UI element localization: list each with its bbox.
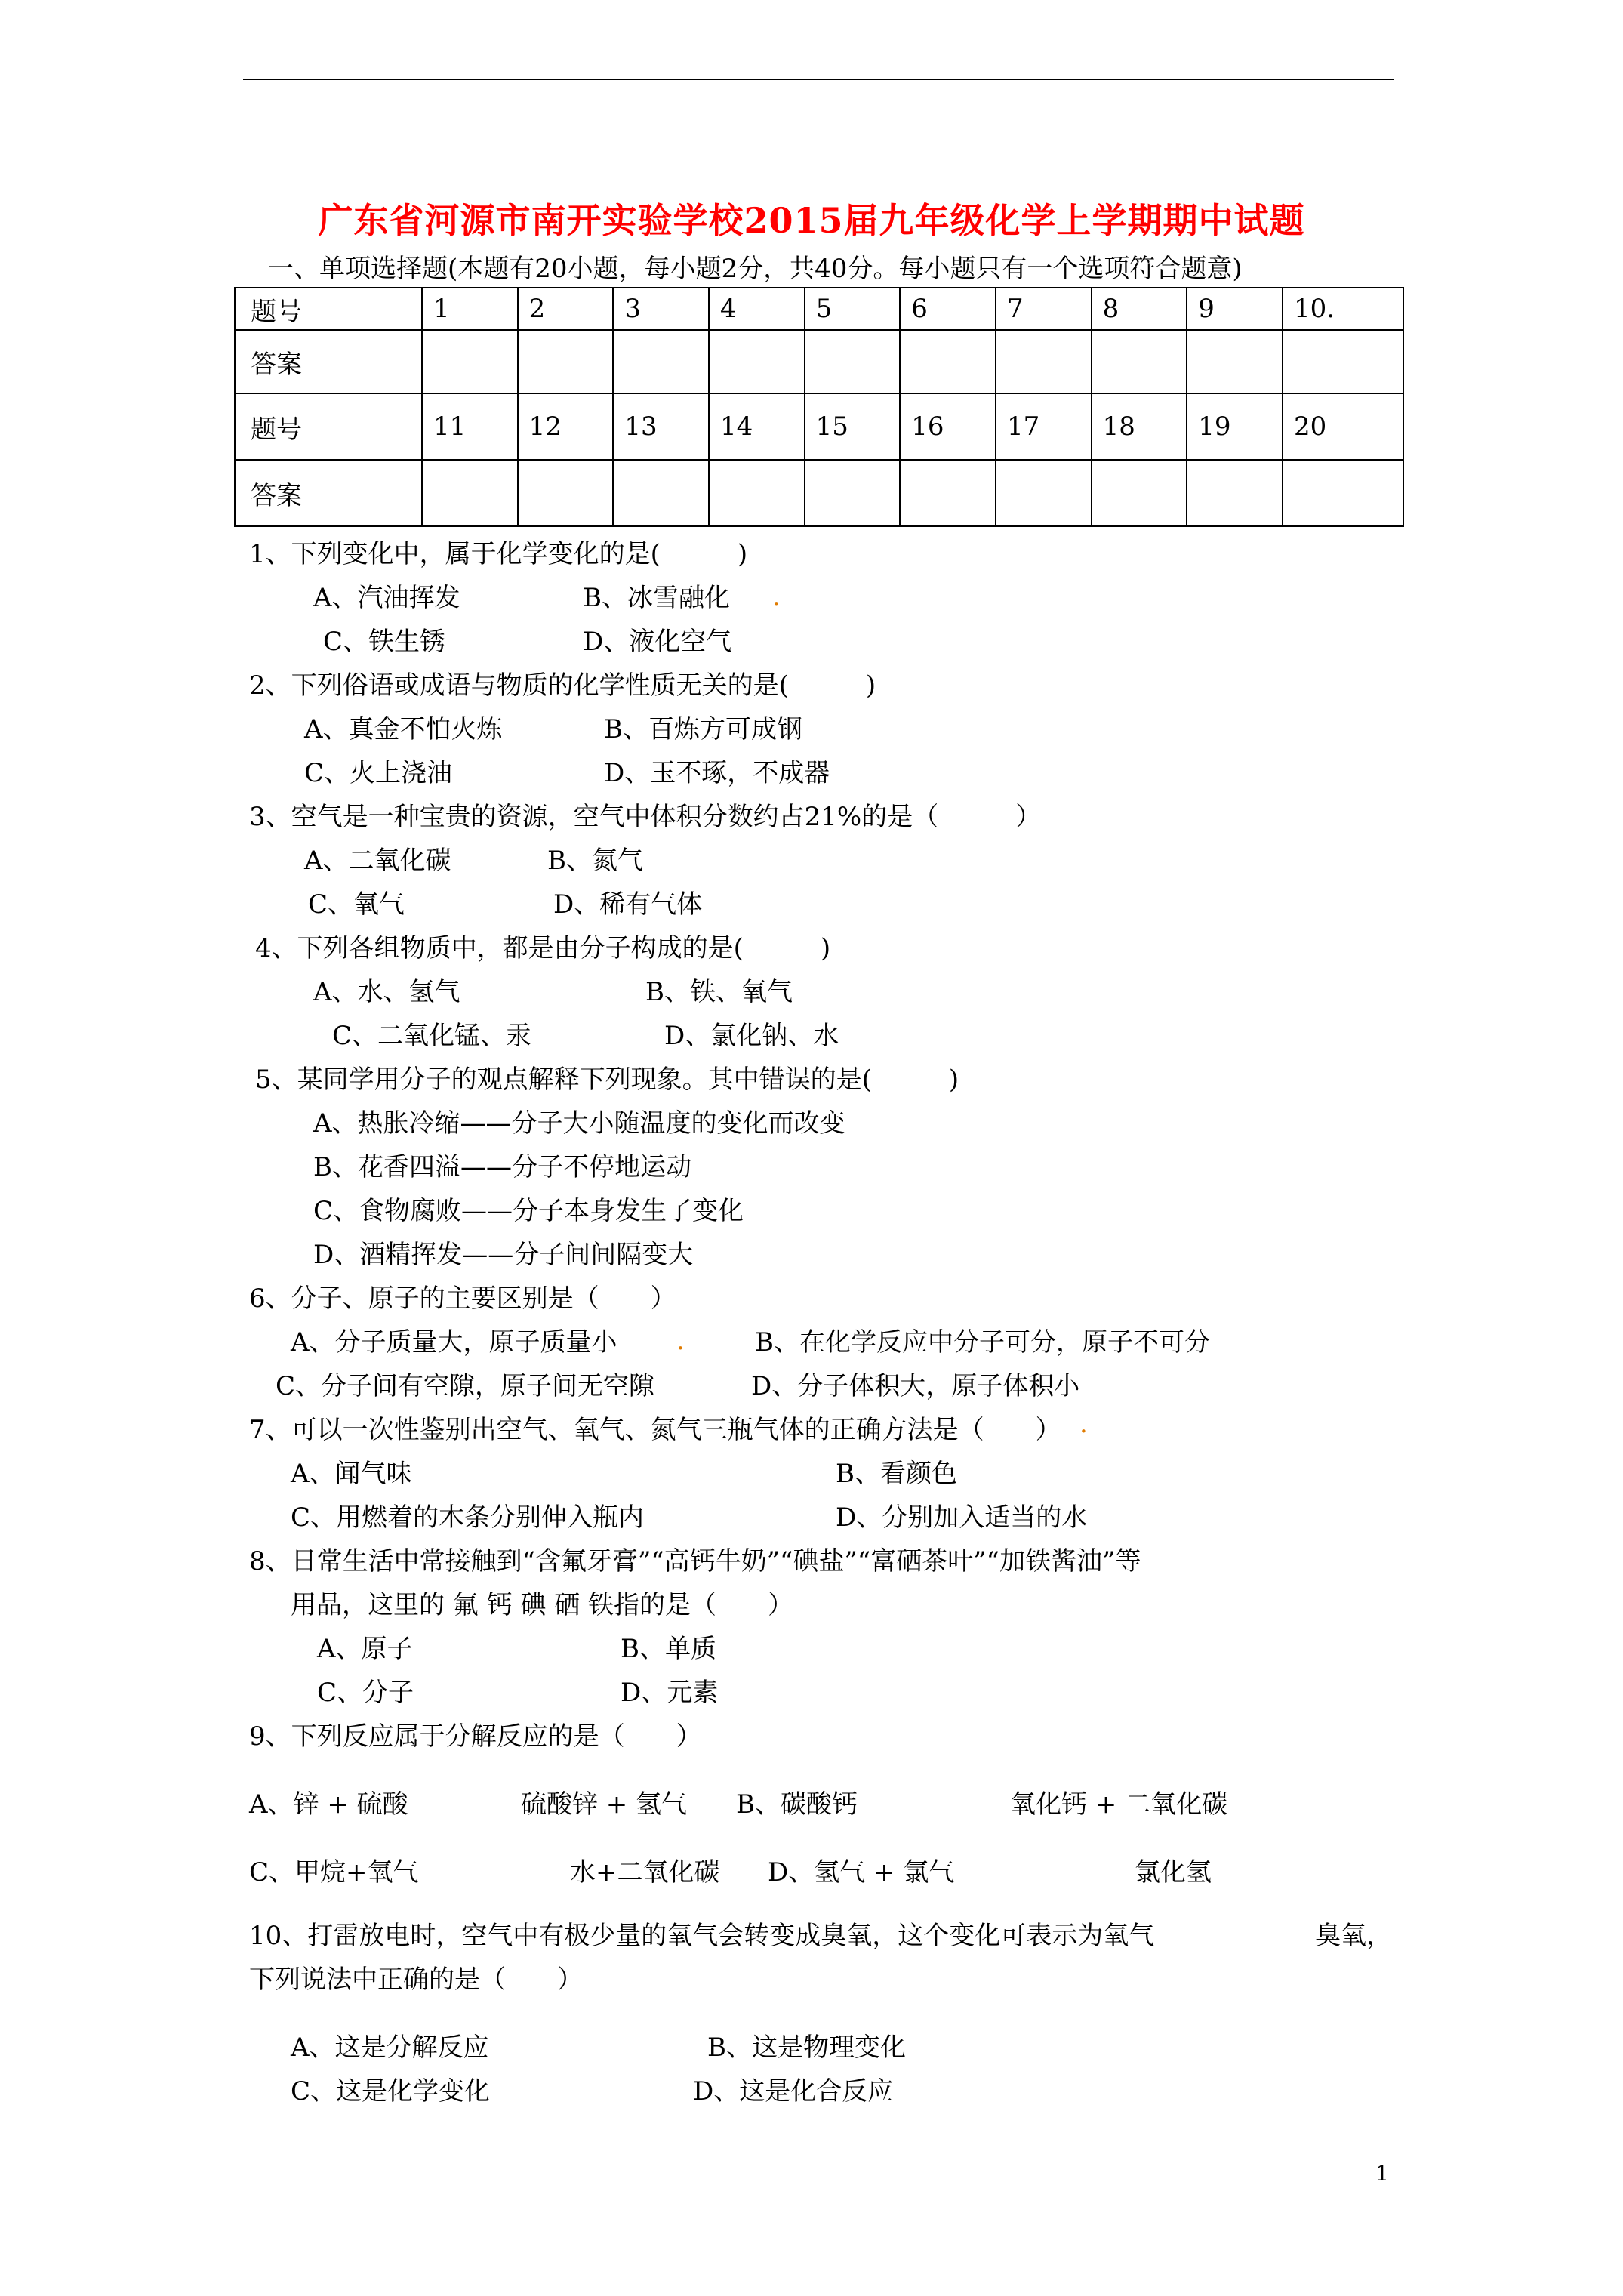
number-cell: 4 — [709, 288, 805, 330]
question-7-option-c: C、用燃着的木条分别伸入瓶内 — [291, 1502, 645, 1533]
exam-title: 广东省河源市南开实验学校2015届九年级化学上学期期中试题 — [318, 200, 1305, 241]
question-9-stem: 9、下列反应属于分解反应的是（ ） — [249, 1721, 702, 1752]
question-9-option-d-products: 氯化氢 — [1135, 1857, 1212, 1888]
answer-cell[interactable] — [1092, 330, 1187, 393]
question-5-option-a: A、热胀冷缩——分子大小随温度的变化而改变 — [313, 1108, 845, 1139]
answer-cell[interactable] — [613, 330, 709, 393]
number-cell: 9 — [1187, 288, 1283, 330]
question-5-option-b: B、花香四溢——分子不停地运动 — [313, 1152, 691, 1182]
question-9-option-b-products: 氧化钙 + 二氧化碳 — [1010, 1789, 1228, 1820]
artifact-dot: . — [772, 581, 781, 612]
question-2-stem: 2、下列俗语或成语与物质的化学性质无关的是( ) — [249, 670, 876, 701]
row-label: 题号 — [235, 393, 422, 460]
number-cell: 6 — [900, 288, 996, 330]
artifact-dot: . — [1079, 1409, 1088, 1439]
question-6-option-b: B、在化学反应中分子可分，原子不可分 — [755, 1327, 1210, 1358]
answer-cell[interactable] — [996, 330, 1092, 393]
number-cell: 3 — [613, 288, 709, 330]
question-9-option-a-reactants: A、锌 + 硫酸 — [249, 1789, 408, 1820]
question-6-stem: 6、分子、原子的主要区别是（ ） — [249, 1284, 676, 1314]
header-rule — [243, 79, 1394, 80]
question-7-option-d: D、分别加入适当的水 — [836, 1502, 1088, 1533]
answer-cell[interactable] — [422, 460, 518, 526]
question-5-option-d: D、酒精挥发——分子间间隔变大 — [313, 1240, 694, 1270]
answer-label: 答案 — [235, 460, 422, 526]
question-8-option-a: A、原子 — [317, 1634, 413, 1664]
question-7-stem: 7、可以一次性鉴别出空气、氧气、氮气三瓶气体的正确方法是（ ） — [249, 1415, 1061, 1445]
answer-cell[interactable] — [1187, 460, 1283, 526]
question-10-option-c: C、这是化学变化 — [291, 2076, 491, 2106]
question-6-option-c: C、分子间有空隙，原子间无空隙 — [276, 1371, 655, 1401]
number-cell: 8 — [1092, 288, 1187, 330]
question-2-option-b: B、百炼方可成钢 — [604, 714, 802, 744]
answer-cell[interactable] — [518, 460, 614, 526]
number-cell: 10. — [1283, 288, 1403, 330]
question-7-option-a: A、闻气味 — [291, 1459, 412, 1489]
question-9-option-a-products: 硫酸锌 + 氢气 — [521, 1789, 688, 1820]
number-cell: 5 — [805, 288, 901, 330]
answer-cell[interactable] — [805, 460, 901, 526]
answer-label: 答案 — [235, 330, 422, 393]
answer-cell[interactable] — [709, 460, 805, 526]
question-4-stem: 4、下列各组物质中，都是由分子构成的是( ) — [255, 933, 831, 963]
answer-cell[interactable] — [709, 330, 805, 393]
question-4-option-d: D、氯化钠、水 — [664, 1021, 839, 1051]
question-1-option-b: B、冰雪融化 — [583, 583, 730, 613]
question-3-option-a: A、二氧化碳 — [304, 846, 451, 876]
question-5-option-c: C、食物腐败——分子本身发生了变化 — [313, 1196, 744, 1226]
number-cell: 19 — [1187, 393, 1283, 460]
question-4-option-c: C、二氧化锰、汞 — [332, 1021, 532, 1051]
question-6-option-d: D、分子体积大，原子体积小 — [751, 1371, 1080, 1401]
answer-table — [234, 287, 1404, 527]
question-8-stem: 8、日常生活中常接触到“含氟牙膏”“高钙牛奶”“碘盐”“富硒茶叶”“加铁酱油”等 — [249, 1546, 1141, 1576]
answer-cell[interactable] — [422, 330, 518, 393]
question-3-option-b: B、氮气 — [547, 846, 643, 876]
question-8-option-b: B、单质 — [621, 1634, 716, 1664]
question-4-option-b: B、铁、氧气 — [645, 977, 793, 1007]
page-number: 1 — [1375, 2161, 1389, 2186]
row-label: 题号 — [235, 288, 422, 330]
number-cell: 18 — [1092, 393, 1187, 460]
question-8-option-c: C、分子 — [317, 1678, 414, 1708]
question-2-option-c: C、火上浇油 — [304, 758, 453, 788]
question-2-option-d: D、玉不琢，不成器 — [604, 758, 830, 788]
number-cell: 7 — [996, 288, 1092, 330]
artifact-dot: . — [676, 1326, 685, 1356]
answer-cell[interactable] — [1283, 330, 1403, 393]
question-1-stem: 1、下列变化中，属于化学变化的是( ) — [249, 539, 748, 569]
answer-cell[interactable] — [1283, 460, 1403, 526]
number-cell: 14 — [709, 393, 805, 460]
number-cell: 2 — [518, 288, 614, 330]
number-cell: 16 — [900, 393, 996, 460]
answer-cell[interactable] — [518, 330, 614, 393]
question-5-stem: 5、某同学用分子的观点解释下列现象。其中错误的是( ) — [255, 1065, 959, 1095]
question-1-option-d: D、液化空气 — [583, 627, 732, 657]
question-9-option-b-reactants: B、碳酸钙 — [736, 1789, 858, 1820]
question-6-option-a: A、分子质量大，原子质量小 — [291, 1327, 617, 1358]
question-3-option-c: C、氧气 — [308, 889, 405, 920]
question-7-option-b: B、看颜色 — [836, 1459, 957, 1489]
question-1-option-a: A、汽油挥发 — [313, 583, 460, 613]
question-10-option-a: A、这是分解反应 — [291, 2032, 489, 2063]
question-2-option-a: A、真金不怕火炼 — [304, 714, 503, 744]
question-3-option-d: D、稀有气体 — [553, 889, 703, 920]
question-9-option-c-products: 水+二氧化碳 — [570, 1857, 720, 1888]
number-cell: 17 — [996, 393, 1092, 460]
number-cell: 11 — [422, 393, 518, 460]
answer-cell[interactable] — [1092, 460, 1187, 526]
question-9-option-d-reactants: D、氢气 + 氯气 — [768, 1857, 955, 1888]
number-cell: 15 — [805, 393, 901, 460]
section-heading: 一、单项选择题(本题有20小题，每小题2分，共40分。每小题只有一个选项符合题意) — [268, 254, 1243, 284]
answer-cell[interactable] — [900, 460, 996, 526]
question-10-stem: 10、打雷放电时，空气中有极少量的氧气会转变成臭氧，这个变化可表示为氧气 — [249, 1921, 1155, 1951]
question-8-stem-cont: 用品，这里的 氟 钙 碘 硒 铁指的是（ ） — [291, 1590, 794, 1620]
answer-cell[interactable] — [805, 330, 901, 393]
answer-cell[interactable] — [613, 460, 709, 526]
answer-cell[interactable] — [996, 460, 1092, 526]
answer-cell[interactable] — [900, 330, 996, 393]
question-9-option-c-reactants: C、甲烷+氧气 — [249, 1857, 419, 1888]
question-4-option-a: A、水、氢气 — [313, 977, 460, 1007]
question-10-option-d: D、这是化合反应 — [693, 2076, 894, 2106]
question-10-stem-cont: 下列说法中正确的是（ ） — [249, 1965, 583, 1995]
question-8-option-d: D、元素 — [621, 1678, 719, 1708]
number-cell: 20 — [1283, 393, 1403, 460]
question-10-stem-end: 臭氧， — [1315, 1921, 1392, 1951]
question-1-option-c: C、铁生锈 — [323, 627, 446, 657]
number-cell: 13 — [613, 393, 709, 460]
number-cell: 1 — [422, 288, 518, 330]
question-10-option-b: B、这是物理变化 — [707, 2032, 906, 2063]
number-cell: 12 — [518, 393, 614, 460]
question-3-stem: 3、空气是一种宝贵的资源，空气中体积分数约占21%的是（ ） — [249, 802, 1042, 832]
answer-cell[interactable] — [1187, 330, 1283, 393]
